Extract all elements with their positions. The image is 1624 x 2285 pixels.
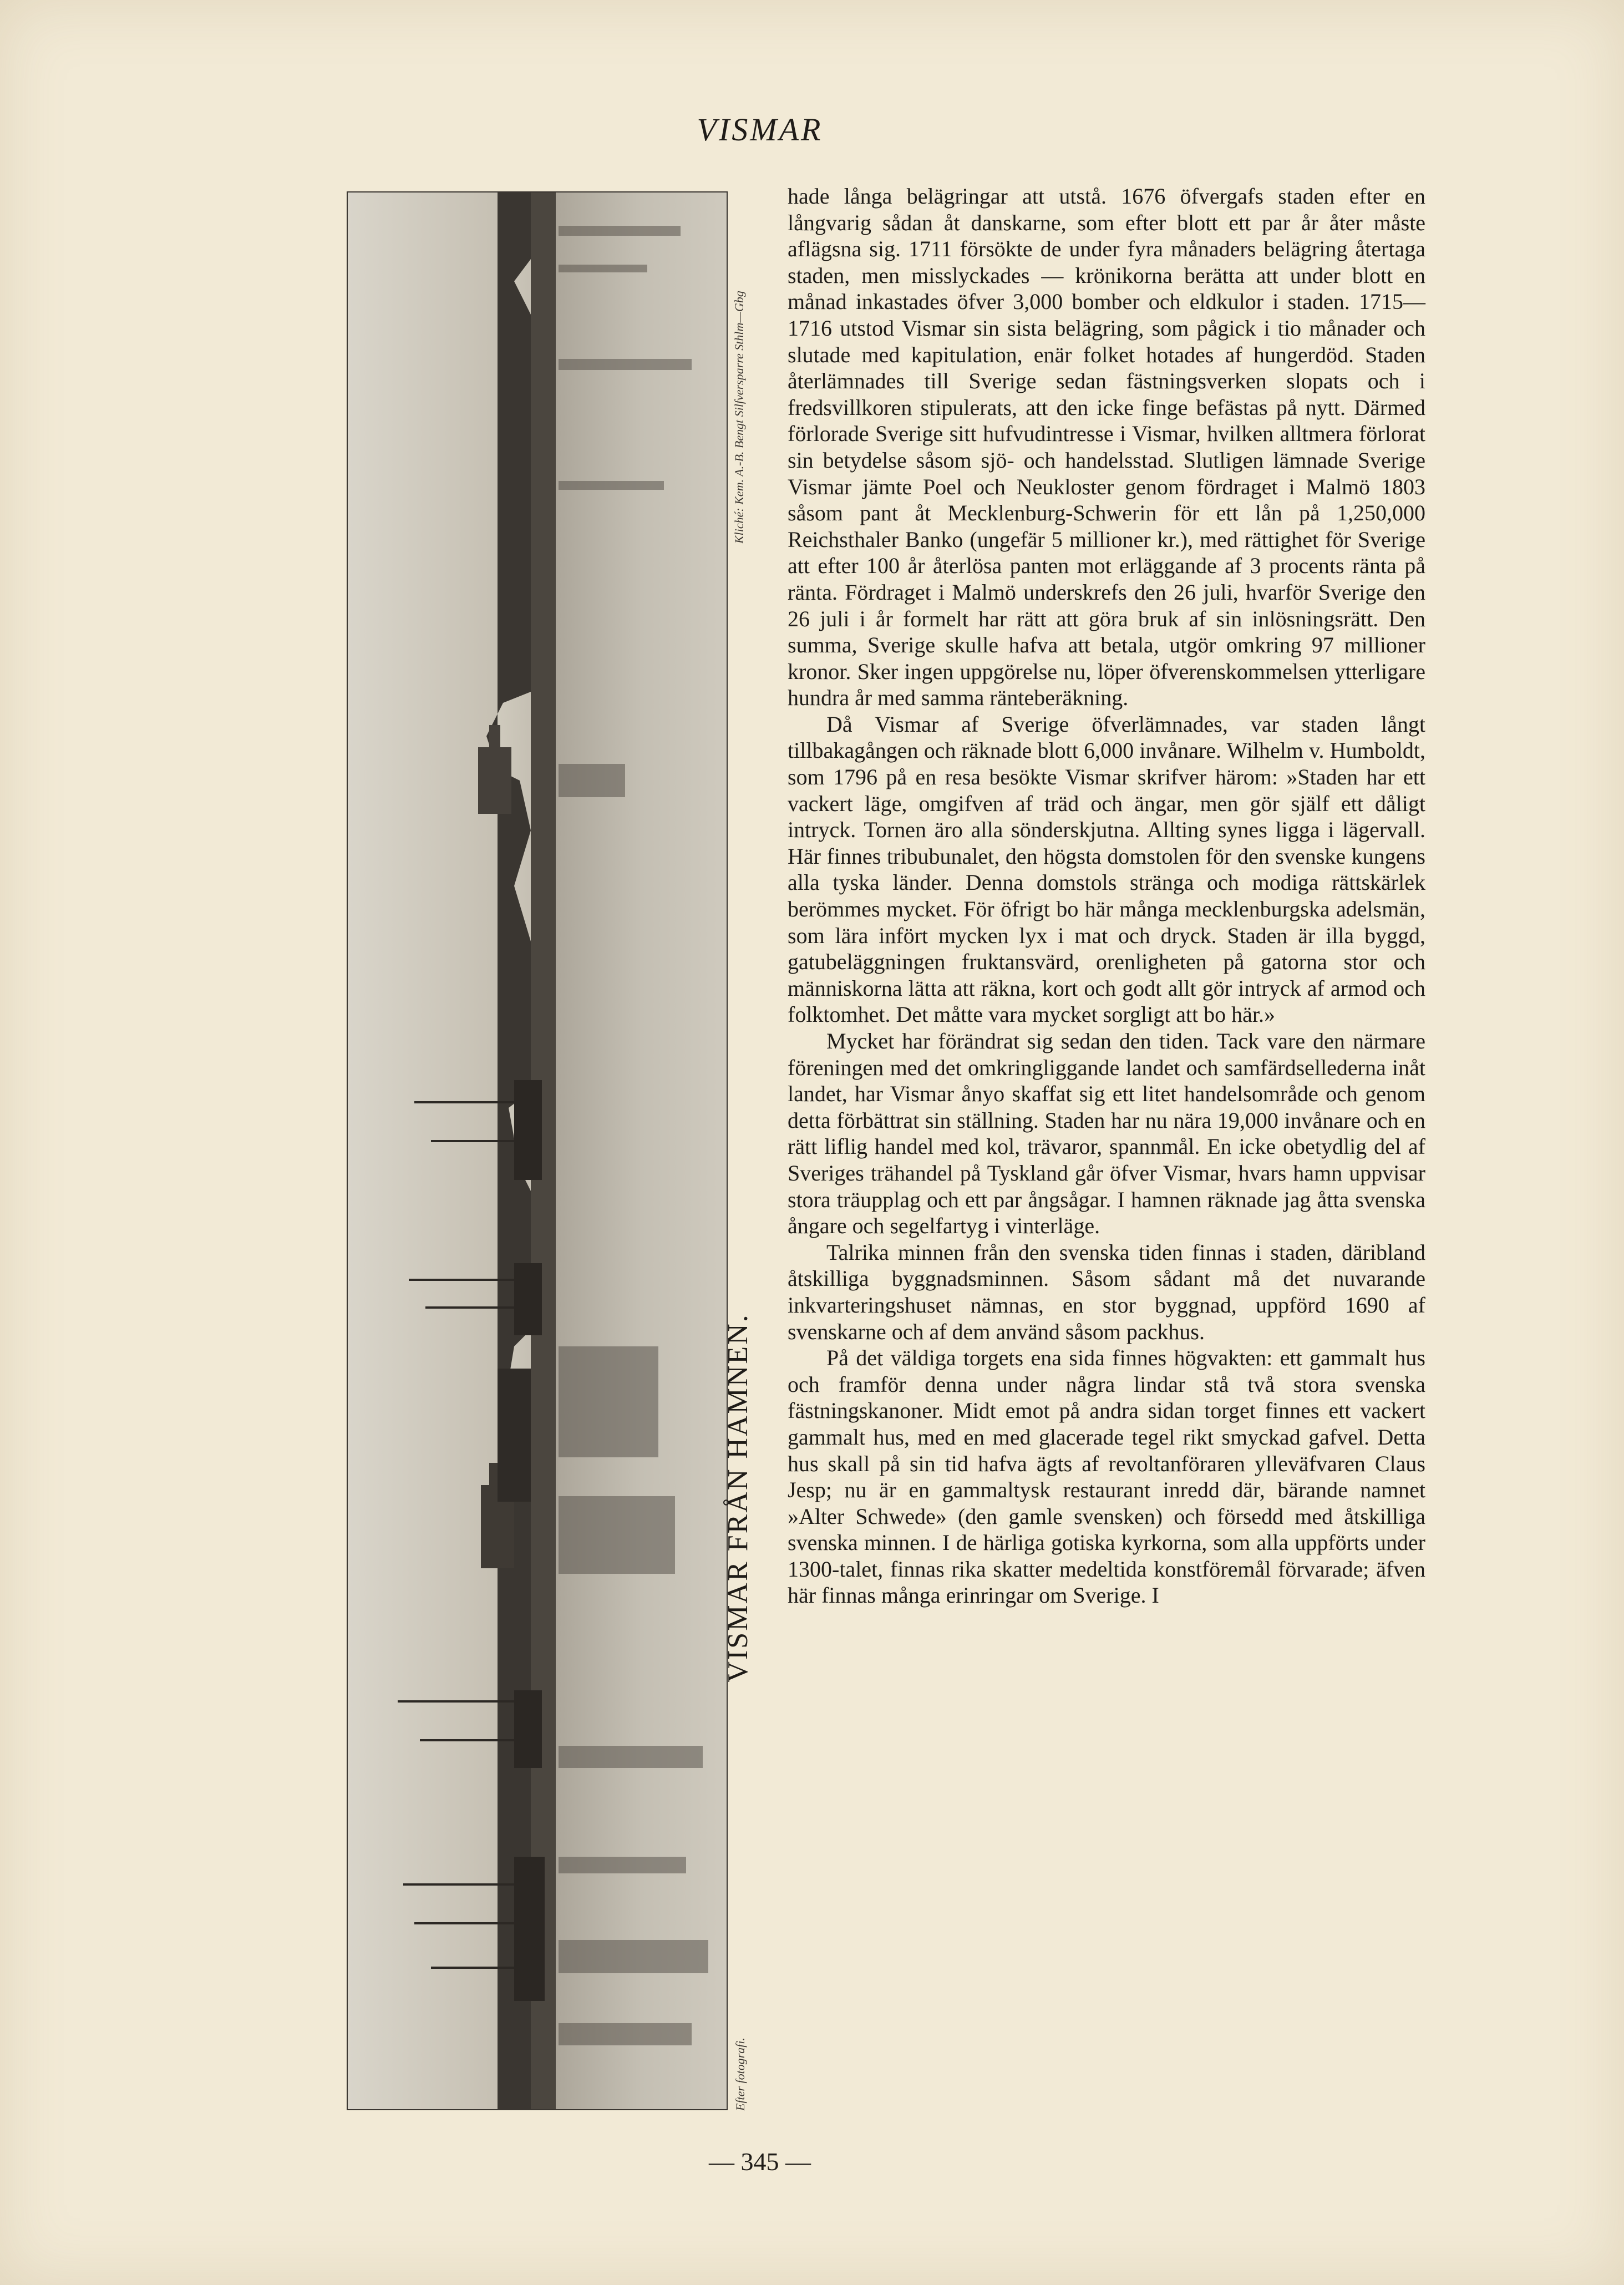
harbour-photograph: [347, 191, 728, 2110]
photo-credit-cliche: Kliché: Kem. A.-B. Bengt Silfversparre Sthlm—Gbg: [732, 291, 746, 544]
paragraph-2: Då Vismar af Sverige öfverlämnades, var staden långt tillbakagången och räknade blott 6,000 invånare. Wilhelm v. Humboldt, som 1796 på en resa besökte Vismar skrifver härom: »Staden har ett vackert läge, omgifven af träd och ängar, men gör själf ett dåligt intryck. Tornen äro alla sönderskjutna. Allting synes ligga i lägervall. Här finnes tribubunalet, den högsta domstolen för den svenske kungens alla tyska länder. Denna domstols stränga och modiga rättskärlek berömmes mycket. För öfrigt bo här många mecklenburgska adelsmän, som lära infört mycken lyx i mat och dryck. Staden är illa byggd, gatubeläggningen fruktansvärd, orenligheten på gatorna stor och människorna lätta att räkna, kort och godt allt gör intryck af armod och folktomhet. Det måtte vara mycket sorgligt att bo här.»: [788, 711, 1425, 1027]
paragraph-1: hade långa belägringar att utstå. 1676 öfvergafs staden efter en långvarig sådan åt danskarne, som efter blott ett par år åter måste aflägsna sig. 1711 försökte de under fyra månaders belägring återtaga staden, men misslyckades — krönikorna berätta att under blott en månad inkastades öfver 3,000 bomber och eldkulor i staden. 1715—1716 utstod Vismar sin sista belägring, som pågick i tio månader och slutade med kapitulation, enär folket hotades af hungerdöd. Staden återlämnades till Sverige sedan fästningsverken slopats och i fredsvillkoren stipulerats, att den icke finge befästas på nytt. Därmed förlorade Sverige sitt hufvudintresse i Vismar, hvilken alltmera förlorat sin betydelse såsom sjö- och handelsstad. Slutligen lämnade Sverige Vismar jämte Poel och Neukloster genom fördraget i Malmö 1803 såsom pant åt Mecklenburg-Schwerin för ett lån på 1,250,000 Reichsthaler Banko (ungefär 5 millioner kr.), med rättighet för Sverige att efter 100 år återlösa panten mot erläggande af 3 procents ränta på ränta. Fördraget i Malmö underskrefs den 26 juli, hvarför Sverige den 26 juli i år formelt har rätt att göra bruk af sin inlösningsrätt. Den summa, Sverige skulle hafva att betala, utgör omkring 97 millioner kronor. Sker ingen uppgörelse nu, löper öfverenskommelsen ytterligare hundra år med samma ränteberäkning.: [788, 184, 1425, 711]
running-head: VISMAR: [697, 112, 823, 148]
paragraph-3: Mycket har förändrat sig sedan den tiden. Tack vare den närmare föreningen med det omkringliggande landet och samfärdsellederna inåt landet, har Vismar ånyo skaffat sig ett litet handelsområde och genom detta förbättrat sin ställning. Staden har nu nära 19,000 invånare och en rätt liflig handel med kol, trävaror, spannmål. En icke obetydlig del af Sveriges trähandel på Tyskland går öfver Vismar, hvars hamn uppvisar stora träupplag och ett par ångsågar. I hamnen räknade jag åtta svenska ångare och segelfartyg i vinterläge.: [788, 1028, 1425, 1239]
photo-caption: VISMAR FRÅN HAMNEN.: [722, 1313, 754, 1683]
page-number: — 345 —: [709, 2147, 811, 2176]
article-text: [788, 183, 1425, 1609]
photo-credit-photographer: Efter fotografi.: [733, 2038, 747, 2111]
paragraph-4: Talrika minnen från den svenska tiden finnas i staden, däribland åtskilliga byggnadsminnen. Såsom sådant må det nuvarande inkvarteringshuset nämnas, en stor byggnad, uppförd 1690 af svenskarne och af dem använd såsom packhus.: [788, 1239, 1425, 1344]
harbour-photograph-image: [348, 192, 727, 2109]
paragraph-5: På det väldiga torgets ena sida finnes högvakten: ett gammalt hus och framför denna under några lindar stå två stora svenska fästningskanoner. Midt emot på andra sidan torget finnes ett vackert gammalt hus, med en med glacerade tegel rikt smyckad gafvel. Detta hus skall på sin tid hafva ägts af revoltanföraren ylleväfvaren Claus Jesp; nu är en gammaltysk restaurant inredd där, bärande namnet »Alter Schwede» (den gamle svensken) och försedd med åtskilliga svenska minnen. I de härliga gotiska kyrkorna, som alla uppförts under 1300-talet, finnas rika skatter medeltida konstföremål förvarade; äfven här finnas många erinringar om Sverige. I: [788, 1345, 1425, 1608]
